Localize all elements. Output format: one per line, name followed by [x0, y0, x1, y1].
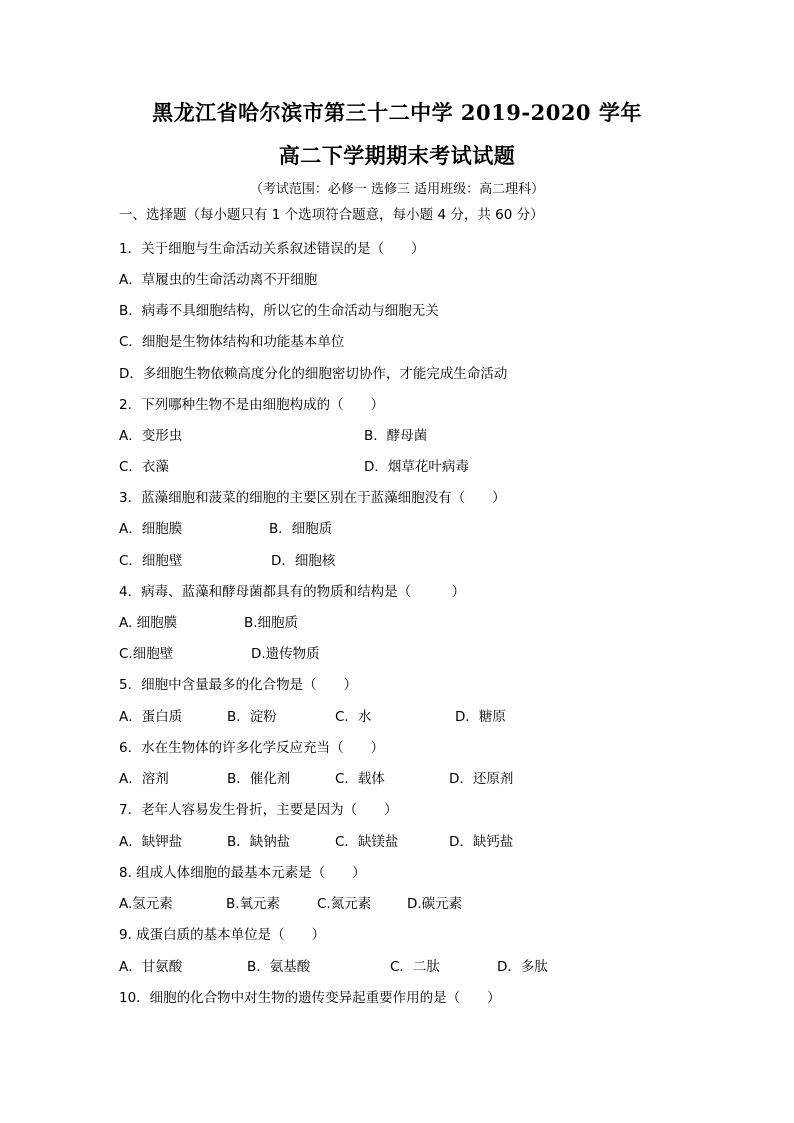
question-2-option-d: D．烟草花叶病毒 — [364, 459, 469, 475]
question-4-option-d: D.遗传物质 — [251, 646, 320, 662]
question-9-option-a: A．甘氨酸 — [119, 959, 183, 975]
title-line-1: 黑龙江省哈尔滨市第三十二中学 2019-2020 学年 — [152, 100, 642, 125]
question-7-stem: 7．老年人容易发生骨折，主要是因为（ ） — [119, 802, 398, 818]
question-1-option-b: B．病毒不具细胞结构，所以它的生命活动与细胞无关 — [119, 303, 439, 319]
question-9-stem: 9. 成蛋白质的基本单位是（ ） — [119, 927, 326, 943]
question-5-option-d: D．糖原 — [455, 709, 506, 725]
question-2-option-b: B．酵母菌 — [364, 428, 428, 444]
question-1-option-d: D．多细胞生物依赖高度分化的细胞密切协作，才能完成生命活动 — [119, 366, 508, 382]
question-6-stem: 6．水在生物体的许多化学反应充当（ ） — [119, 740, 385, 756]
question-7-option-a: A．缺钾盐 — [119, 834, 183, 850]
exam-scope: （考试范围：必修一 选修三 适用班级：高二理科） — [249, 182, 545, 197]
question-8-option-d: D.碳元素 — [407, 896, 463, 912]
question-1-option-c: C．细胞是生物体结构和功能基本单位 — [119, 334, 345, 350]
question-4-option-b: B.细胞质 — [244, 615, 299, 631]
question-6-option-b: B．催化剂 — [227, 771, 291, 787]
section-heading: 一、选择题（每小题只有 1 个选项符合题意，每小题 4 分，共 60 分） — [119, 207, 544, 223]
question-8-option-b: B.氧元素 — [226, 896, 281, 912]
question-6-option-d: D．还原剂 — [449, 771, 514, 787]
question-1-stem: 1．关于细胞与生命活动关系叙述错误的是（ ） — [119, 241, 425, 257]
question-6-option-c: C．载体 — [335, 771, 385, 787]
question-4-option-a: A. 细胞膜 — [119, 615, 178, 631]
question-9-option-d: D．多肽 — [497, 959, 548, 975]
question-4-option-c: C.细胞壁 — [119, 646, 174, 662]
question-9-option-b: B．氨基酸 — [247, 959, 311, 975]
question-7-option-c: C．缺镁盐 — [335, 834, 399, 850]
question-5-stem: 5．细胞中含量最多的化合物是（ ） — [119, 677, 358, 693]
question-5-option-b: B．淀粉 — [227, 709, 277, 725]
question-9-option-c: C．二肽 — [390, 959, 440, 975]
question-7-option-b: B．缺钠盐 — [227, 834, 291, 850]
question-8-option-c: C.氮元素 — [317, 896, 372, 912]
question-3-stem: 3．蓝藻细胞和菠菜的细胞的主要区别在于蓝藻细胞没有（ ） — [119, 490, 506, 506]
question-6-option-a: A．溶剂 — [119, 771, 169, 787]
question-3-option-b: B．细胞质 — [269, 521, 333, 537]
question-8-stem: 8. 组成人体细胞的最基本元素是（ ） — [119, 865, 366, 881]
question-2-stem: 2．下列哪种生物不是由细胞构成的（ ） — [119, 397, 385, 413]
title-line-2: 高二下学期期末考试试题 — [278, 143, 516, 168]
question-2-option-a: A．变形虫 — [119, 428, 183, 444]
question-5-option-c: C．水 — [335, 709, 372, 725]
question-4-stem: 4．病毒、蓝藻和酵母菌都具有的物质和结构是（ ） — [119, 584, 466, 600]
question-5-option-a: A．蛋白质 — [119, 709, 183, 725]
question-8-option-a: A.氢元素 — [119, 896, 173, 912]
question-10-stem: 10．细胞的化合物中对生物的遗传变异起重要作用的是（ ） — [119, 990, 501, 1006]
question-1-option-a: A．草履虫的生命活动离不开细胞 — [119, 272, 318, 288]
question-3-option-a: A．细胞膜 — [119, 521, 183, 537]
question-7-option-d: D．缺钙盐 — [449, 834, 514, 850]
question-3-option-d: D．细胞核 — [271, 553, 336, 569]
question-3-option-c: C．细胞壁 — [119, 553, 183, 569]
question-2-option-c: C．衣藻 — [119, 459, 169, 475]
